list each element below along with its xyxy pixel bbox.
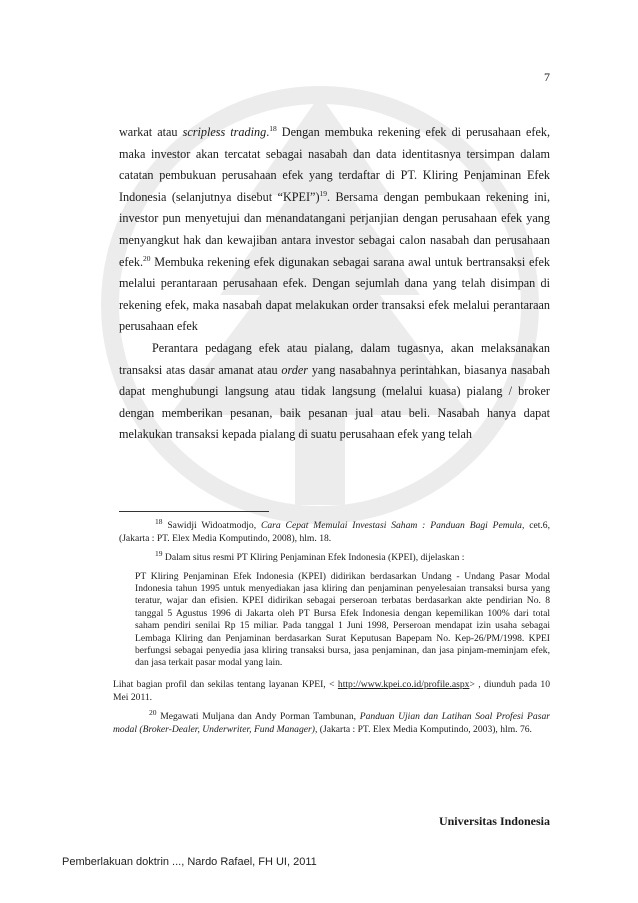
italic-term: scripless trading — [182, 125, 267, 139]
footnote-ref-19[interactable]: 19 — [319, 188, 328, 198]
text-span: Perantara pedagang efek atau pialang, dalam tugasnya, akan melaksanakan transaksi atas dasar amanat atau — [119, 340, 550, 377]
footnote-number: 18 — [155, 516, 163, 526]
text-span: , cet.6, (Jakarta : PT. Elex Media Komputindo, 2008), hlm. 18. — [119, 520, 551, 545]
book-title: Cara Cepat Memulai Investasi Saham : Panduan Bagi Pemula — [260, 520, 522, 531]
text-span: Membuka rekening efek digunakan sebagai sarana awal untuk bertransaksi efek melalui perantaraan perusahaan efek. Dengan sejumlah dana yang telah disimpan di rekening efek, maka nasabah dapat melakukan order transaksi efek melalui perantaraan perusahaan efek — [119, 254, 550, 334]
text-span: > , diunduh pada 10 Mei 2011. — [113, 678, 550, 704]
text-span: Lihat bagian profil dan sekilas tentang layanan KPEI, < — [113, 678, 338, 690]
book-title: Panduan Ujian dan Latihan Soal Profesi Pasar modal (Broker-Dealer, Underwriter, Fund Manager) — [113, 711, 550, 736]
footnote-divider — [119, 511, 269, 512]
footnote-18 — [119, 516, 551, 545]
footnote-number: 19 — [155, 549, 163, 559]
text-span: . — [266, 125, 270, 139]
body-text — [119, 122, 550, 446]
kpei-profile-link[interactable]: http://www.kpei.co.id/profile.aspx — [337, 678, 470, 690]
text-span: Dengan membuka rekening efek di perusahaan efek, maka investor akan tercatat sebagai nasabah dan data identitasnya tersimpan dalam catatan pembukuan perusahaan efek yang terdaftar di PT. Kliring Penjaminan Efek Indonesia (selanjutnya disebut “KPEI”) — [119, 125, 550, 204]
italic-term: order — [281, 362, 309, 377]
paragraph-2 — [119, 338, 550, 446]
footnote-19 — [119, 551, 550, 564]
footer-credit: Pemberlakuan doktrin ..., Nardo Rafael, FH UI, 2011 — [62, 856, 317, 868]
paragraph-1 — [119, 122, 550, 338]
footnote-19-source — [113, 678, 550, 704]
text-span: Megawati Muljana dan Andy Porman Tambunan, — [156, 711, 360, 723]
footnote-ref-18[interactable]: 18 — [269, 123, 277, 133]
text-span: yang nasabahnya perintahkan, biasanya nasabah dapat menghubungi langsung atau tidak langsung (melalui kuasa) pialang / broker dengan memberikan pesanan, baik pesanan jual atau beli. Nasabah hanya dapat melakukan transaksi kepada pialang di suatu perusahaan efek yang telah — [119, 362, 550, 442]
footnote-19-quote: PT Kliring Penjaminan Efek Indonesia (KPEI) didirikan berdasarkan Undang - Undang Pasar Modal Indonesia tahun 1995 untuk menyediakan jasa kliring dan penjaminan penyelesaian transaksi bursa yang teratur, wajar dan efisien. KPEI didirikan sebagai perseroan terbatas berdasarkan akte pendirian No. 8 tanggal 5 Agustus 1996 di Jakarta oleh PT Bursa Efek Indonesia dengan kepemilikan 100% dari total saham pendiri senilai Rp 15 miliar. Pada tanggal 1 Juni 1998, Perseroan mendapat izin usaha sebagai Lembaga Kliring dan Penjaminan berdasarkan Surat Keputusan Bapepam No. Kep-26/PM/1998. KPEI berfungsi sebagai penyedia jasa kliring transaksi bursa, jasa penjaminan, dan jasa pinjam-meminjam efek, dan jasa terkait pasar modal yang lain. — [135, 570, 550, 669]
text-span: , (Jakarta : PT. Elex Media Komputindo, 2003), hlm. 76. — [314, 724, 532, 736]
text-span: warkat atau — [119, 125, 183, 139]
footnote-ref-20[interactable]: 20 — [143, 253, 151, 263]
footnote-number: 20 — [149, 708, 157, 718]
page-number: 7 — [544, 70, 550, 84]
footer-university: Universitas Indonesia — [438, 814, 550, 828]
footnote-20 — [113, 710, 550, 736]
footnotes — [113, 516, 551, 743]
text-span: . Bersama dengan pembukaan rekening ini, investor pun menyetujui dan menandatangani perjanjian dengan perusahaan efek yang menyangkut hak dan kewajiban antara investor sebagai calon nasabah dan perusahaan efek. — [119, 189, 550, 269]
text-span: Sawidji Widoatmodjo, — [162, 520, 261, 531]
text-span: Dalam situs resmi PT Kliring Penjaminan Efek Indonesia (KPEI), dijelaskan : — [162, 552, 465, 564]
